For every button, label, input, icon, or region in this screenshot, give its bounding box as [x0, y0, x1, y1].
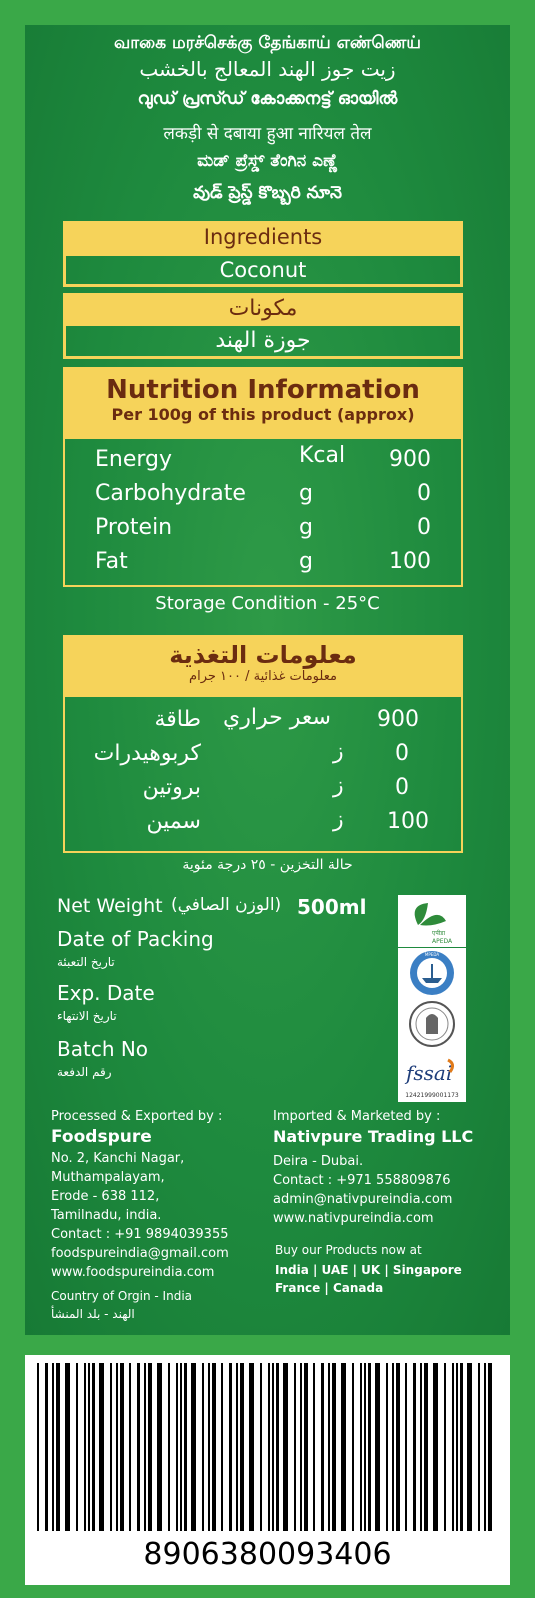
barcode-bar: [65, 1363, 70, 1531]
title-arabic: زيت جوز الهند المعالج بالخشب: [139, 57, 396, 81]
barcode-bar: [460, 1363, 463, 1531]
barcode-bar: [84, 1363, 86, 1531]
imported-email: admin@nativpureindia.com: [273, 1192, 453, 1207]
barcode-bar: [300, 1363, 302, 1531]
barcode-bar: [420, 1363, 422, 1531]
batch-label-ar: رقم الدفعة: [57, 1065, 112, 1079]
barcode: [25, 1355, 510, 1585]
barcode-bar: [321, 1363, 324, 1531]
imported-contact: Contact : +971 558809876: [273, 1173, 451, 1188]
title-kannada: ಮಡ್ ಪ್ರೆಸ್ಡ್ ತೆಂಗಿನ ಎಣ್ಣೆ: [197, 151, 338, 171]
barcode-bar: [304, 1363, 308, 1531]
nutrition-unit-ar: سعر حراري: [223, 705, 331, 730]
barcode-bar: [413, 1363, 416, 1531]
fssai-text: fssai: [406, 1061, 453, 1085]
processed-line: Erode - 638 112,: [51, 1189, 160, 1204]
imported-line: Deira - Dubai.: [273, 1154, 364, 1169]
barcode-bar: [202, 1363, 204, 1531]
fssai-license-number: 12421999001173: [405, 1092, 459, 1099]
nutrition-subtitle-ar: معلومات غذائية / ١٠٠ جرام: [189, 669, 337, 684]
label-panel: [25, 25, 510, 1335]
barcode-bar: [424, 1363, 428, 1531]
barcode-bar: [484, 1363, 486, 1531]
barcode-bar: [332, 1363, 336, 1531]
barcode-bar: [157, 1363, 162, 1531]
net-weight-label: Net Weight: [57, 895, 163, 917]
nutrition-name: Fat: [95, 549, 128, 574]
barcode-bar: [240, 1363, 244, 1531]
storage-condition: Storage Condition - 25°C: [155, 593, 380, 614]
barcode-bar: [283, 1363, 288, 1531]
nutrition-unit-ar: ز: [333, 739, 344, 764]
buy-countries: India | UAE | UK | Singapore: [275, 1263, 462, 1277]
barcode-bars: [25, 1355, 510, 1535]
processed-email: foodspureindia@gmail.com: [51, 1246, 229, 1261]
nutrition-unit: Kcal: [299, 443, 346, 468]
national-emblem-icon: [398, 998, 466, 1050]
nutrition-name-ar: كربوهيدرات: [93, 741, 201, 766]
emblem-logo: [398, 998, 466, 1050]
fssai-icon: [398, 1050, 466, 1102]
batch-label: Batch No: [57, 1037, 149, 1061]
barcode-bar: [478, 1363, 480, 1531]
barcode-bar: [191, 1363, 196, 1531]
barcode-number: 8906380093406: [143, 1537, 392, 1572]
nutrition-name-ar: بروتين: [142, 775, 201, 800]
barcode-bar: [392, 1363, 394, 1531]
barcode-bar: [249, 1363, 254, 1531]
buy-heading: Buy our Products now at: [275, 1243, 422, 1257]
apeda-logo: [398, 895, 466, 947]
barcode-bar: [148, 1363, 152, 1531]
storage-condition-ar: حالة التخزين - ٢٥ درجة مئوية: [182, 857, 353, 873]
nutrition-value-ar: 0: [395, 741, 409, 766]
barcode-bar: [144, 1363, 146, 1531]
barcode-bar: [236, 1363, 238, 1531]
barcode-bar: [176, 1363, 178, 1531]
fssai-logo: [398, 1050, 466, 1102]
nutrition-value: 100: [389, 549, 431, 574]
barcode-bar: [56, 1363, 60, 1531]
barcode-bar: [272, 1363, 274, 1531]
imported-company: Nativpure Trading LLC: [273, 1127, 474, 1146]
nutrition-value-ar: 100: [387, 809, 429, 834]
barcode-bar: [313, 1363, 315, 1531]
mpeda-ship-icon: [398, 948, 466, 998]
net-weight-value: 500ml: [297, 895, 367, 919]
mpeda-logo: [398, 948, 466, 998]
packing-date-label: Date of Packing: [57, 927, 214, 951]
barcode-bar: [341, 1363, 346, 1531]
nutrition-name: Protein: [95, 515, 173, 540]
barcode-bar: [208, 1363, 210, 1531]
barcode-bar: [375, 1363, 380, 1531]
barcode-bar: [120, 1363, 124, 1531]
country-of-origin: Country of Orgin - India: [51, 1289, 192, 1303]
barcode-bar: [467, 1363, 472, 1531]
imported-heading: Imported & Marketed by :: [273, 1109, 441, 1124]
imported-website: www.nativpureindia.com: [273, 1211, 434, 1226]
nutrition-unit: g: [299, 515, 313, 540]
barcode-bar: [456, 1363, 458, 1531]
processed-line: Muthampalayam,: [51, 1170, 165, 1185]
nutrition-title-ar: معلومات التغذية: [169, 641, 357, 669]
barcode-bar: [452, 1363, 454, 1531]
mpeda-text: MPEDA: [424, 952, 440, 957]
ingredients-heading-ar: مكونات: [63, 293, 463, 325]
barcode-bar: [184, 1363, 187, 1531]
processed-contact: Contact : +91 9894039355: [51, 1227, 229, 1242]
ingredients-value: Coconut: [63, 253, 463, 287]
barcode-bar: [260, 1363, 262, 1531]
nutrition-table: [63, 437, 463, 587]
processed-line: No. 2, Kanchi Nagar,: [51, 1151, 185, 1166]
ingredients-value-ar: جوزة الهند: [63, 323, 463, 359]
apeda-hindi: एपीडा: [432, 930, 446, 937]
nutrition-subtitle: Per 100g of this product (approx): [111, 405, 415, 424]
barcode-bar: [368, 1363, 371, 1531]
barcode-bar: [129, 1363, 131, 1531]
barcode-bar: [364, 1363, 366, 1531]
title-hindi: लकड़ी से दबाया हुआ नारियल तेल: [163, 124, 372, 144]
barcode-bar: [168, 1363, 170, 1531]
buy-countries-2: France | Canada: [275, 1281, 384, 1295]
barcode-bar: [212, 1363, 216, 1531]
barcode-bar: [276, 1363, 279, 1531]
nutrition-name: Energy: [95, 447, 173, 472]
barcode-bar: [229, 1363, 232, 1531]
nutrition-header: [63, 367, 463, 437]
barcode-bar: [405, 1363, 407, 1531]
exp-date-label-ar: تاريخ الانتهاء: [57, 1009, 117, 1023]
barcode-bar: [294, 1363, 296, 1531]
apeda-text: APEDA: [432, 938, 453, 945]
nutrition-name-ar: سمين: [146, 809, 201, 834]
barcode-bar: [137, 1363, 140, 1531]
barcode-bar: [268, 1363, 270, 1531]
barcode-bar: [88, 1363, 90, 1531]
processed-heading: Processed & Exported by :: [51, 1109, 223, 1124]
processed-line: Tamilnadu, india.: [51, 1208, 162, 1223]
barcode-bar: [37, 1363, 39, 1531]
barcode-bar: [352, 1363, 354, 1531]
nutrition-value-ar: 0: [395, 775, 409, 800]
nutrition-name: Carbohydrate: [95, 481, 246, 506]
barcode-bar: [221, 1363, 223, 1531]
barcode-bar: [444, 1363, 446, 1531]
barcode-bar: [328, 1363, 330, 1531]
nutrition-unit-ar: ز: [333, 773, 344, 798]
nutrition-unit: g: [299, 481, 313, 506]
processed-company: Foodspure: [51, 1127, 152, 1147]
barcode-bar: [76, 1363, 78, 1531]
nutrition-value: 0: [417, 481, 431, 506]
processed-website: www.foodspureindia.com: [51, 1265, 215, 1280]
nutrition-name-ar: طاقة: [154, 707, 201, 732]
ingredients-heading: Ingredients: [63, 221, 463, 253]
title-malayalam: വുഡ് പ്രസ്ഡ് കോക്കനട്ട് ഓയിൽ: [137, 89, 398, 109]
country-of-origin-ar: الهند - بلد المنشأ: [51, 1307, 135, 1321]
exp-date-label: Exp. Date: [57, 981, 155, 1005]
title-tamil: வாகை மரச்செக்கு தேங்காய் எண்ணெய்: [114, 33, 421, 53]
barcode-bar: [116, 1363, 118, 1531]
barcode-bar: [52, 1363, 54, 1531]
nutrition-header-ar: [63, 635, 463, 695]
barcode-bar: [433, 1363, 438, 1531]
barcode-bar: [45, 1363, 48, 1531]
nutrition-value: 900: [389, 447, 431, 472]
barcode-bar: [386, 1363, 388, 1531]
packing-date-label-ar: تاريخ التعبئة: [57, 955, 115, 969]
barcode-bar: [360, 1363, 362, 1531]
barcode-bar: [110, 1363, 112, 1531]
barcode-bar: [488, 1363, 492, 1531]
barcode-bar: [92, 1363, 95, 1531]
nutrition-value-ar: 900: [377, 707, 419, 732]
title-telugu: వుడ్ ప్రెస్డ్ కొబ్బరి నూనె: [193, 183, 342, 203]
barcode-bar: [180, 1363, 182, 1531]
nutrition-unit: g: [299, 549, 313, 574]
barcode-bar: [99, 1363, 104, 1531]
nutrition-unit-ar: ز: [333, 807, 344, 832]
net-weight-label-ar: (الوزن الصافي): [171, 895, 282, 915]
nutrition-table-ar: [63, 695, 463, 853]
nutrition-title: Nutrition Information: [106, 375, 420, 405]
barcode-bar: [396, 1363, 400, 1531]
apeda-leaf-icon: [398, 895, 466, 947]
nutrition-value: 0: [417, 515, 431, 540]
